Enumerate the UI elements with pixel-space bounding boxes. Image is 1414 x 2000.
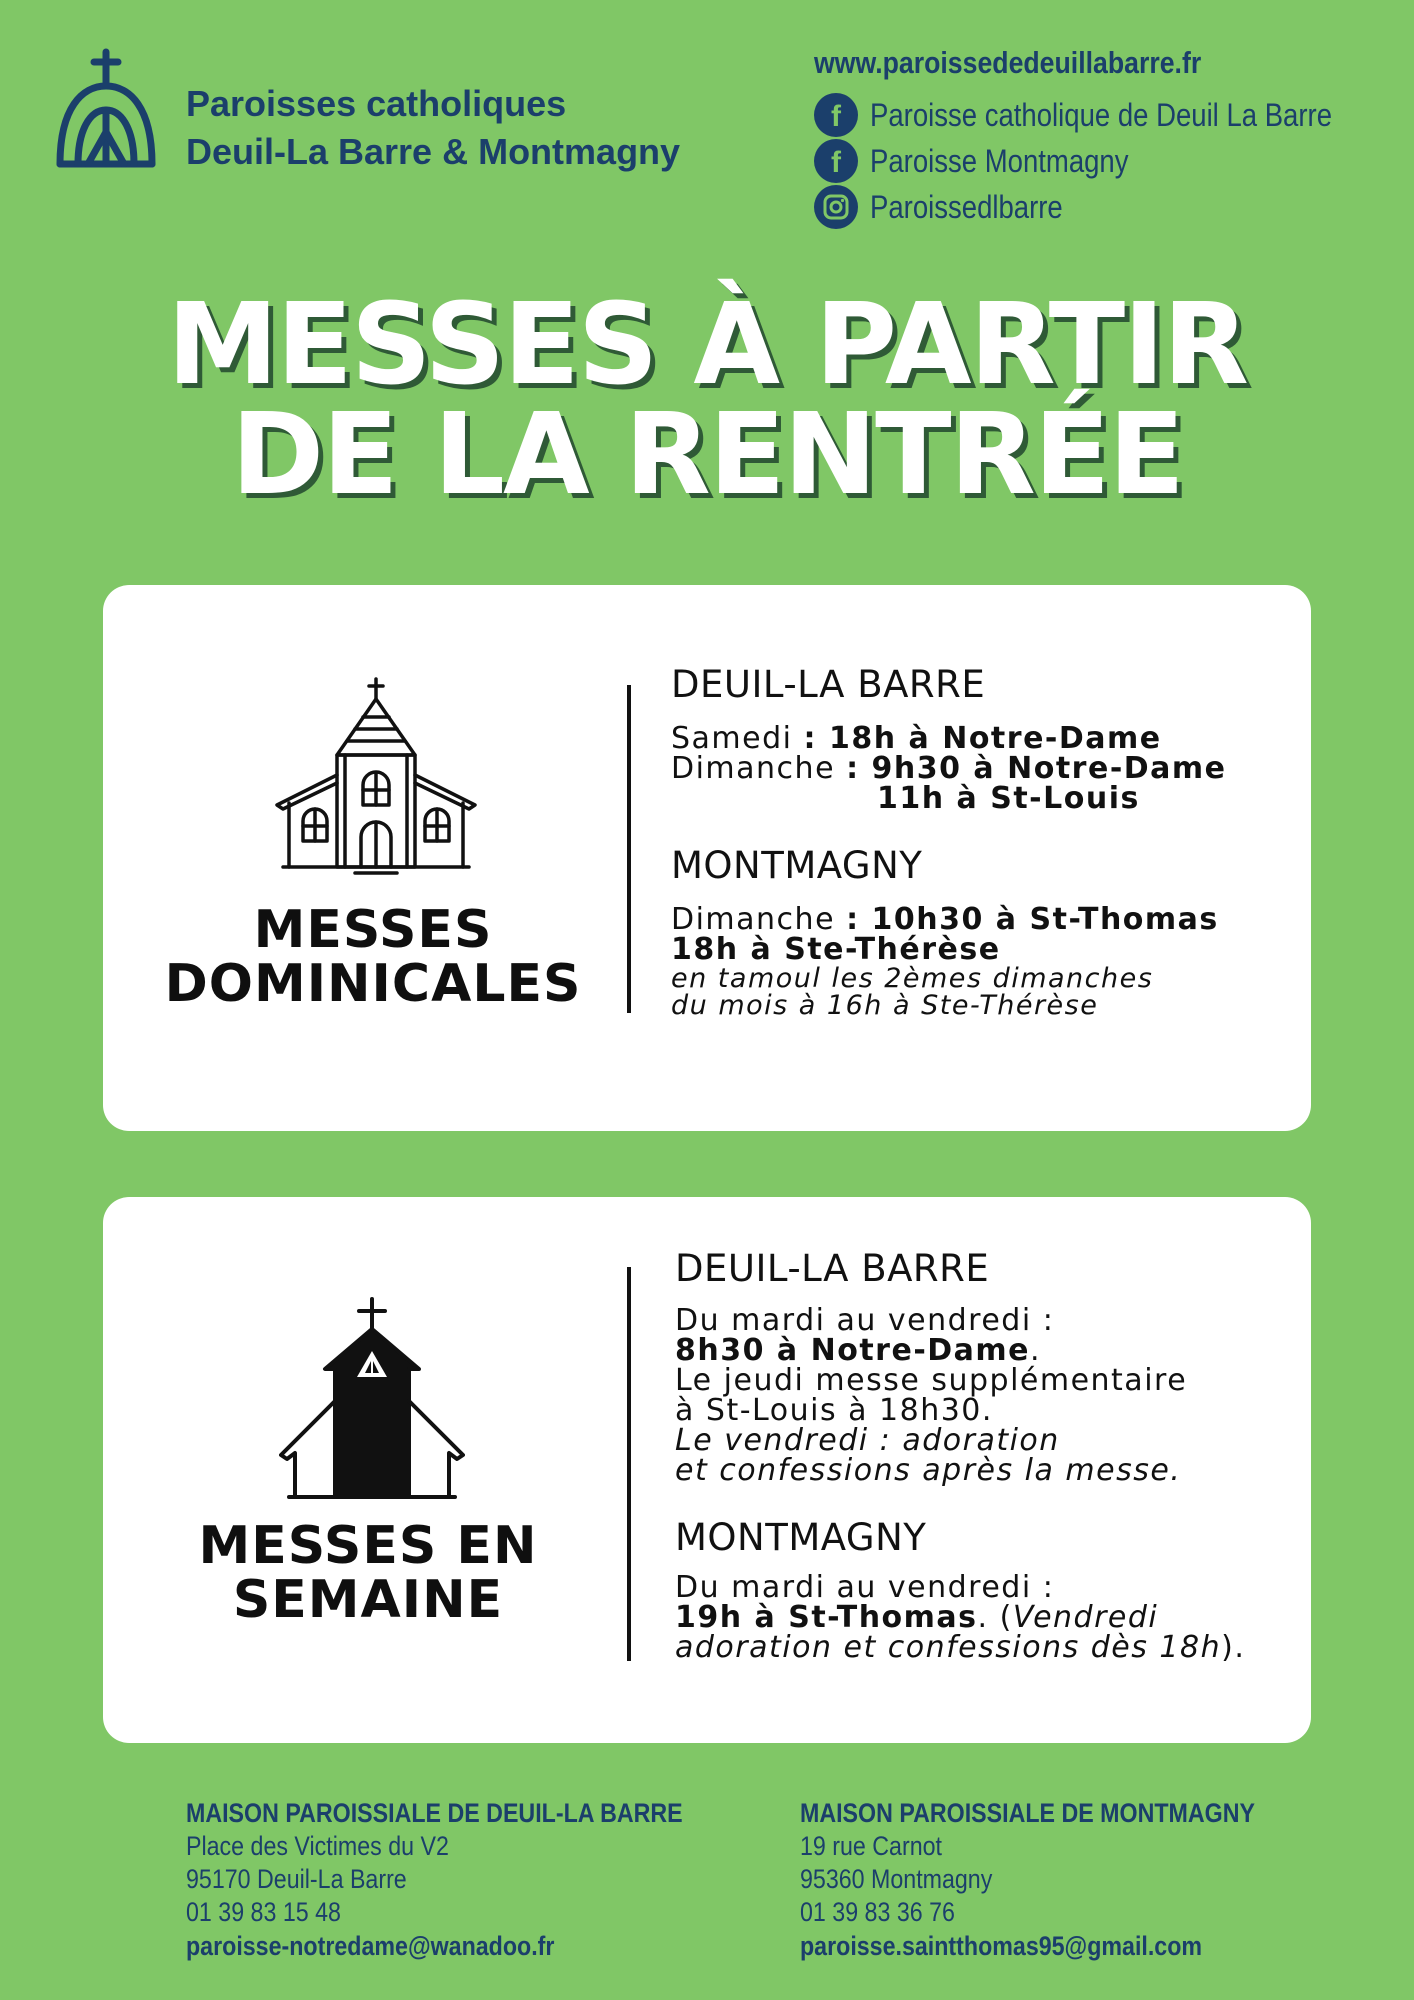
note: adoration et confessions dès 18h — [675, 1630, 1222, 1665]
sunday-montmagny-note2: du mois à 16h à Ste-Thérèse — [671, 990, 1099, 1021]
note: Le vendredi : adoration — [675, 1423, 1060, 1458]
sunday-deuil-saturday — [671, 721, 1301, 756]
footer-deuil-phone[interactable]: 01 39 83 15 48 — [186, 1897, 341, 1927]
svg-text:f: f — [831, 146, 841, 179]
value: 18h à Ste-Thérèse — [671, 932, 1001, 967]
social-label: Paroissedlbarre — [870, 188, 1063, 225]
footer-montmagny-email[interactable]: paroisse.saintthomas95@gmail.com — [800, 1931, 1203, 1961]
week-heading-line1: MESSES EN — [198, 1516, 538, 1576]
sunday-card-right — [671, 663, 1301, 1019]
sunday-deuil-sunday — [671, 751, 1301, 786]
week-deuil-line2 — [675, 1333, 1305, 1368]
parish-name-line1: Paroisses catholiques — [186, 83, 567, 124]
footer-montmagny-address2: 95360 Montmagny — [800, 1864, 993, 1894]
note: et confessions après la messe. — [675, 1453, 1182, 1488]
week-card-left — [103, 1197, 643, 1743]
value: : 18h à Notre-Dame — [803, 721, 1162, 756]
footer-montmagny-title: MAISON PAROISSIALE DE MONTMAGNY — [800, 1798, 1255, 1828]
week-deuil-line4: à St-Louis à 18h30. — [675, 1393, 993, 1428]
sunday-card-left — [103, 585, 643, 1131]
sunday-heading-line1: MESSES — [253, 900, 493, 960]
sunday-montmagny-title: MONTMAGNY — [671, 844, 923, 887]
footer-montmagny-address1: 19 rue Carnot — [800, 1831, 942, 1861]
instagram-icon — [814, 185, 858, 229]
facebook-icon — [814, 93, 858, 137]
church-filled-icon — [279, 1297, 465, 1499]
church-logo-icon — [52, 48, 160, 172]
social-facebook-deuil[interactable] — [814, 92, 1404, 138]
sunday-heading — [103, 900, 643, 1014]
parish-name — [186, 80, 680, 176]
sunday-masses-card — [103, 585, 1311, 1131]
week-deuil-line1: Du mardi au vendredi : — [675, 1303, 1055, 1338]
week-deuil-line3: Le jeudi messe supplémentaire — [675, 1363, 1188, 1398]
main-title — [0, 280, 1414, 520]
footer-deuil-address1: Place des Victimes du V2 — [186, 1831, 449, 1861]
week-montmagny-line3 — [675, 1630, 1305, 1665]
value: 8h30 à Notre-Dame — [675, 1333, 1031, 1368]
parish-name-line2: Deuil-La Barre & Montmagny — [186, 131, 681, 172]
week-deuil-title: DEUIL-LA BARRE — [675, 1247, 990, 1290]
value: 11h à St-Louis — [877, 781, 1140, 816]
facebook-icon — [814, 139, 858, 183]
sunday-montmagny-sunday-2 — [671, 932, 1301, 967]
sunday-montmagny-sunday — [671, 902, 1301, 937]
footer-deuil-address2: 95170 Deuil-La Barre — [186, 1864, 407, 1894]
label: Samedi — [671, 721, 804, 756]
value: : 10h30 à St-Thomas — [846, 902, 1219, 937]
punct: . ( — [977, 1600, 1013, 1635]
card-divider — [627, 1267, 631, 1661]
week-heading-line2: SEMAINE — [232, 1570, 504, 1630]
sunday-deuil-title: DEUIL-LA BARRE — [671, 663, 986, 706]
footer-montmagny — [800, 1796, 1255, 1963]
sunday-deuil-sunday-2 — [671, 781, 1301, 816]
week-deuil-line6 — [675, 1453, 1305, 1488]
footer-deuil-title: MAISON PAROISSIALE DE DEUIL-LA BARRE — [186, 1798, 683, 1828]
social-facebook-montmagny[interactable] — [814, 138, 1404, 184]
weekday-masses-card — [103, 1197, 1311, 1743]
footer-deuil-email[interactable]: paroisse-notredame@wanadoo.fr — [186, 1931, 555, 1961]
website-link[interactable]: www.paroissededeuillabarre.fr — [814, 45, 1202, 80]
svg-text:f: f — [831, 100, 841, 133]
label: Dimanche — [671, 751, 847, 786]
week-deuil-line5 — [675, 1423, 1305, 1458]
card-divider — [627, 685, 631, 1013]
footer-montmagny-phone[interactable]: 01 39 83 36 76 — [800, 1897, 955, 1927]
social-label: Paroisse Montmagny — [870, 142, 1129, 179]
main-title-line2: DE LA RENTRÉE — [231, 390, 1183, 520]
church-outline-icon — [275, 677, 477, 877]
main-title-line1: MESSES À PARTIR — [166, 280, 1248, 410]
social-instagram[interactable] — [814, 184, 1404, 230]
value: : 9h30 à Notre-Dame — [846, 751, 1227, 786]
value: 19h à St-Thomas — [675, 1600, 978, 1635]
week-montmagny-line2 — [675, 1600, 1305, 1635]
week-card-right — [675, 1247, 1305, 1663]
note: Vendredi — [1012, 1600, 1159, 1635]
punct: . — [1030, 1333, 1042, 1368]
label: Dimanche — [671, 902, 847, 937]
footer-deuil — [186, 1796, 683, 1963]
sunday-heading-line2: DOMINICALES — [164, 954, 582, 1014]
week-heading — [103, 1516, 633, 1630]
week-montmagny-line1: Du mardi au vendredi : — [675, 1570, 1055, 1605]
punct: ). — [1221, 1630, 1246, 1665]
social-label: Paroisse catholique de Deuil La Barre — [870, 96, 1332, 133]
sunday-montmagny-note1: en tamoul les 2èmes dimanches — [671, 963, 1154, 994]
week-montmagny-title: MONTMAGNY — [675, 1516, 927, 1559]
contacts — [814, 40, 1404, 230]
